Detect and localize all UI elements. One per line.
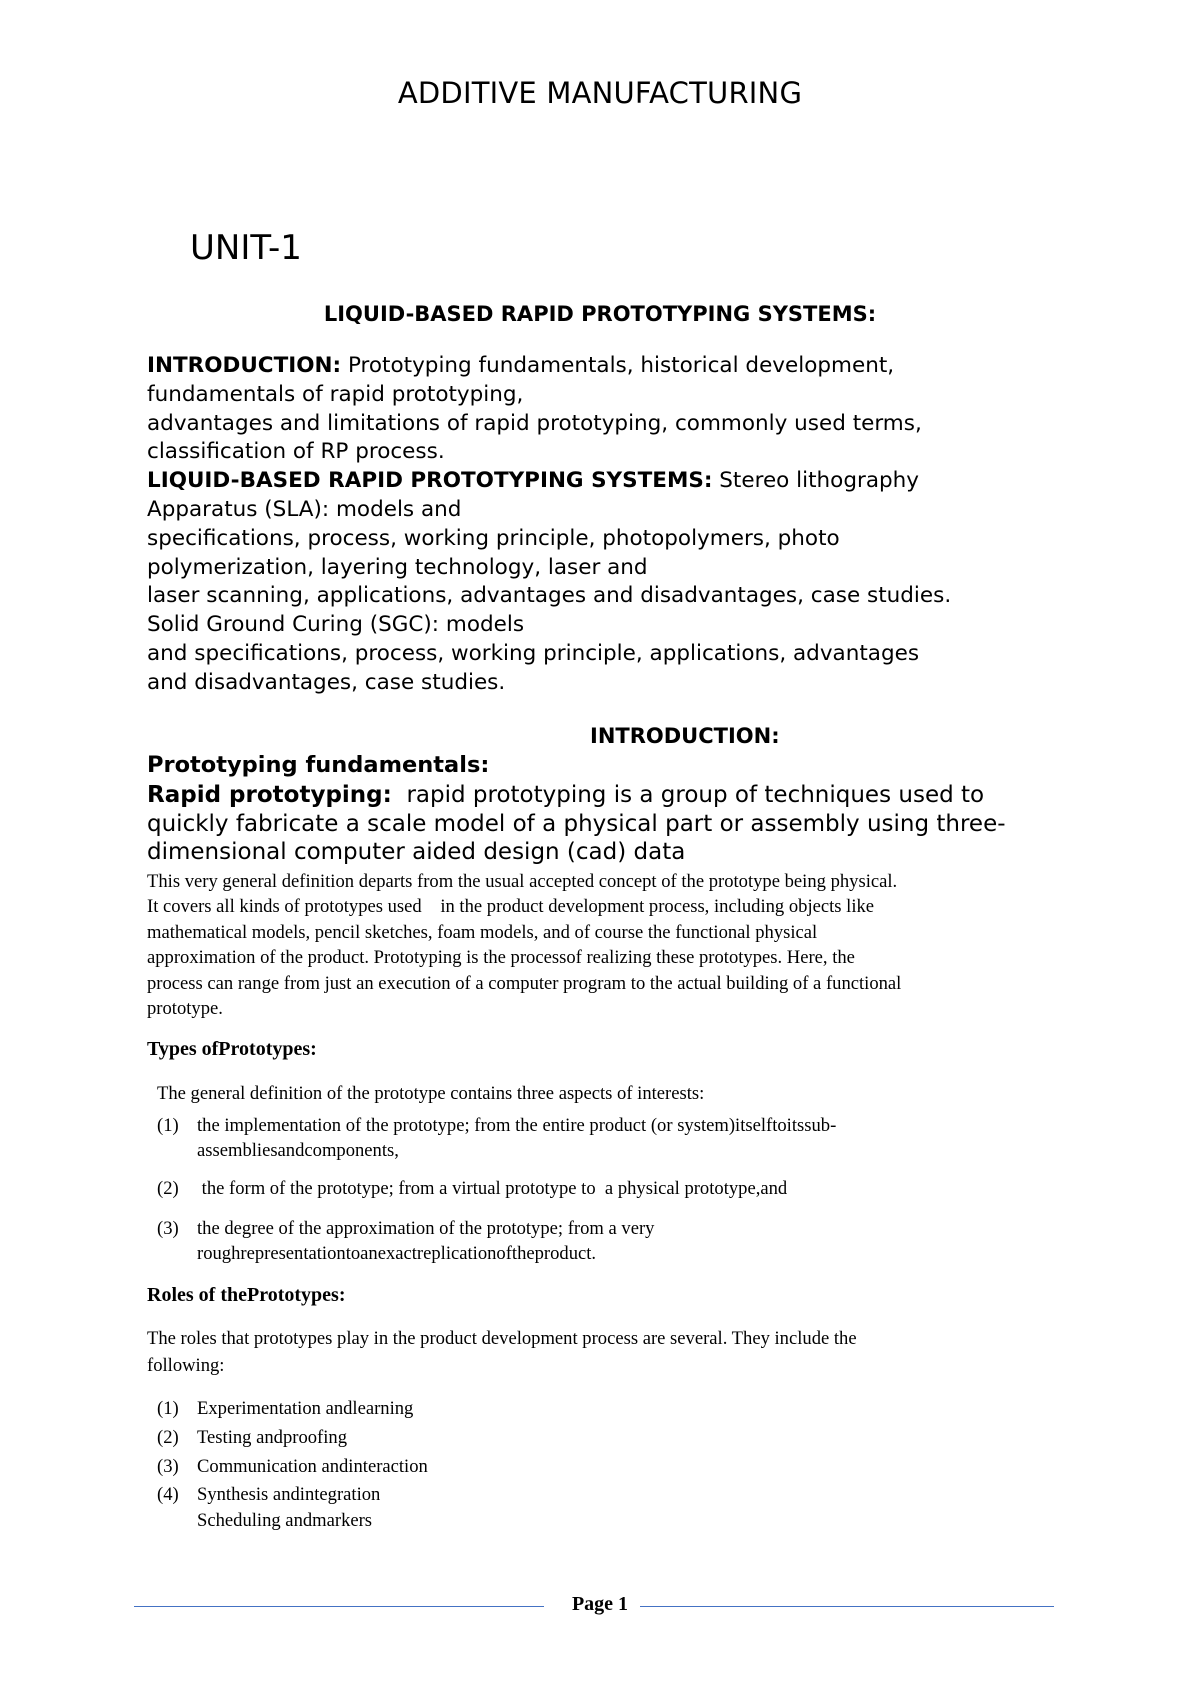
syllabus-line: classification of RP process. [147,439,445,465]
syllabus-line: laser scanning, applications, advantages and disadvantages, case studies. [147,583,952,609]
list-item [157,1113,977,1165]
syllabus-line: Solid Ground Curing (SGC): models [147,612,525,638]
list-number: (4) [157,1484,179,1505]
paragraph-line: following: [147,1355,225,1376]
types-intro: The general definition of the prototype contains three aspects of interests: [157,1083,705,1104]
list-item [157,1216,977,1268]
document-header-title: ADDITIVE MANUFACTURING [397,76,803,110]
list-item [157,1425,857,1451]
footer-page-number: Page 1 [571,1593,629,1615]
paragraph-line: The roles that prototypes play in the product development process are several. They include the [147,1328,857,1349]
list-item-continuation [157,1508,857,1534]
introduction-heading: INTRODUCTION: [590,724,780,748]
syllabus-line: and disadvantages, case studies. [147,669,506,695]
list-item [157,1176,977,1202]
syllabus-block [147,352,1087,698]
paragraph-line: approximation of the product. Prototyping is the processof realizing these prototypes. Here, the [147,947,855,969]
unit-title: UNIT-1 [190,228,302,268]
paragraph-line: process can range from just an execution of a computer program to the actual building of a functional [147,972,902,994]
syllabus-line: polymerization, layering technology, laser and [147,554,648,580]
list-number: (1) [157,1398,179,1419]
list-number: (1) [157,1115,179,1136]
syllabus-line: and specifications, process, working principle, applications, advantages [147,640,920,666]
syllabus-line: Apparatus (SLA): models and [147,496,462,522]
list-item-text: Testing andproofing [197,1427,348,1448]
syllabus-line: fundamentals of rapid prototyping, [147,381,524,407]
types-of-prototypes-heading: Types ofPrototypes: [147,1038,317,1060]
syllabus-line: LIQUID-BASED RAPID PROTOTYPING SYSTEMS: Stereo lithography [147,468,919,494]
footer-rule-right [640,1606,1054,1607]
syllabus-line: specifications, process, working principle, photopolymers, photo [147,525,840,551]
list-number: (2) [157,1427,179,1448]
paragraph-line: prototype. [147,998,223,1020]
list-item-text: the implementation of the prototype; from the entire product (or system)itselftoitssub- [197,1115,837,1136]
syllabus-label-liquid-systems: LIQUID-BASED RAPID PROTOTYPING SYSTEMS: [147,468,713,494]
definition-paragraph [147,869,1047,1021]
list-item-text: Experimentation andlearning [197,1398,414,1419]
list-item-text: the form of the prototype; from a virtual prototype to a physical prototype,and [197,1178,788,1199]
list-item [157,1482,857,1508]
section-title: LIQUID-BASED RAPID PROTOTYPING SYSTEMS: [323,302,877,326]
paragraph-line: mathematical models, pencil sketches, foam models, and of course the functional physical [147,921,818,943]
roles-intro [147,1325,1047,1379]
rapid-prototyping-definition: Rapid prototyping: rapid prototyping is a group of techniques used to quickly fabricate a scale model of a physical part or assembly using three- dimensional computer aided design (cad) data [147,781,1087,867]
syllabus-label-introduction: INTRODUCTION: [147,353,342,378]
list-item-text: Communication andinteraction [197,1456,428,1477]
list-item-text: Scheduling andmarkers [197,1510,373,1531]
paragraph-line: This very general definition departs from the usual accepted concept of the prototype being physical. [147,871,898,892]
definition-line: dimensional computer aided design (cad) data [147,839,686,865]
list-item-text: roughrepresentationtoanexactreplicationoftheproduct. [197,1243,597,1265]
paragraph-line: It covers all kinds of prototypes used in the product development process, including objects like [147,896,875,918]
list-item [157,1454,857,1480]
prototyping-fundamentals-heading: Prototyping fundamentals: [147,752,490,778]
list-item-text: the degree of the approximation of the prototype; from a very [197,1218,655,1239]
definition-line: quickly fabricate a scale model of a physical part or assembly using three- [147,810,1006,837]
list-number: (3) [157,1218,179,1239]
roles-of-prototypes-heading: Roles of thePrototypes: [147,1284,346,1306]
rapid-prototyping-label: Rapid prototyping: [147,782,392,808]
list-number: (2) [157,1178,179,1199]
list-number: (3) [157,1456,179,1477]
list-item-text: assembliesandcomponents, [197,1140,399,1162]
syllabus-line: INTRODUCTION: Prototyping fundamentals, historical development, [147,353,895,378]
list-item [157,1396,857,1422]
list-item-text: Synthesis andintegration [197,1484,381,1505]
syllabus-line: advantages and limitations of rapid prototyping, commonly used terms, [147,410,922,436]
